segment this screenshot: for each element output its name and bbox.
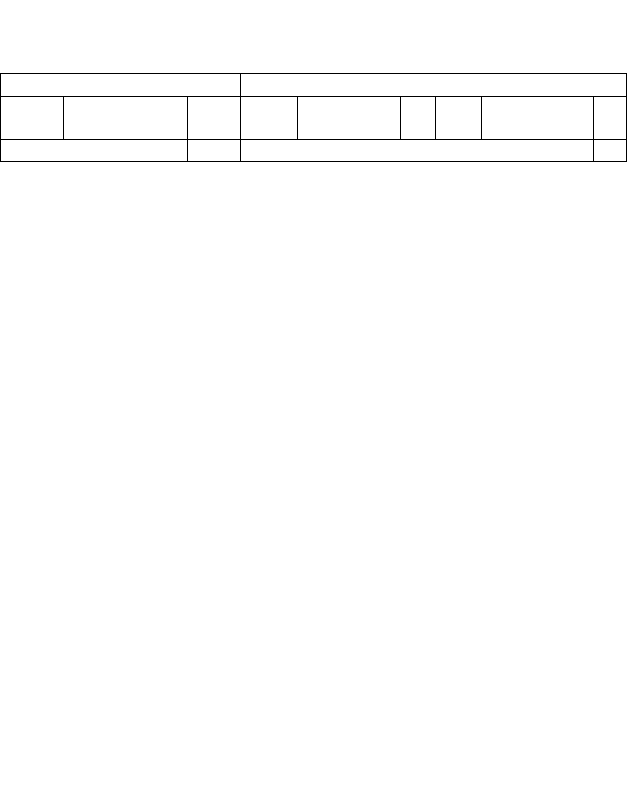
col-code-header: [241, 97, 298, 140]
col-amount-header: [594, 97, 627, 140]
expenditure-table: [0, 73, 627, 162]
col-amount-header: [188, 97, 241, 140]
col-amount-header: [401, 97, 436, 140]
col-code-header: [436, 97, 482, 140]
public-header: [241, 74, 627, 97]
personnel-header: [1, 74, 241, 97]
col-code-header: [1, 97, 64, 140]
personnel-total-label: [1, 140, 188, 162]
public-total-label: [241, 140, 594, 162]
col-name-header: [298, 97, 401, 140]
col-name-header: [64, 97, 188, 140]
personnel-total-value: [188, 140, 241, 162]
public-total-value: [594, 140, 627, 162]
col-name-header: [482, 97, 594, 140]
